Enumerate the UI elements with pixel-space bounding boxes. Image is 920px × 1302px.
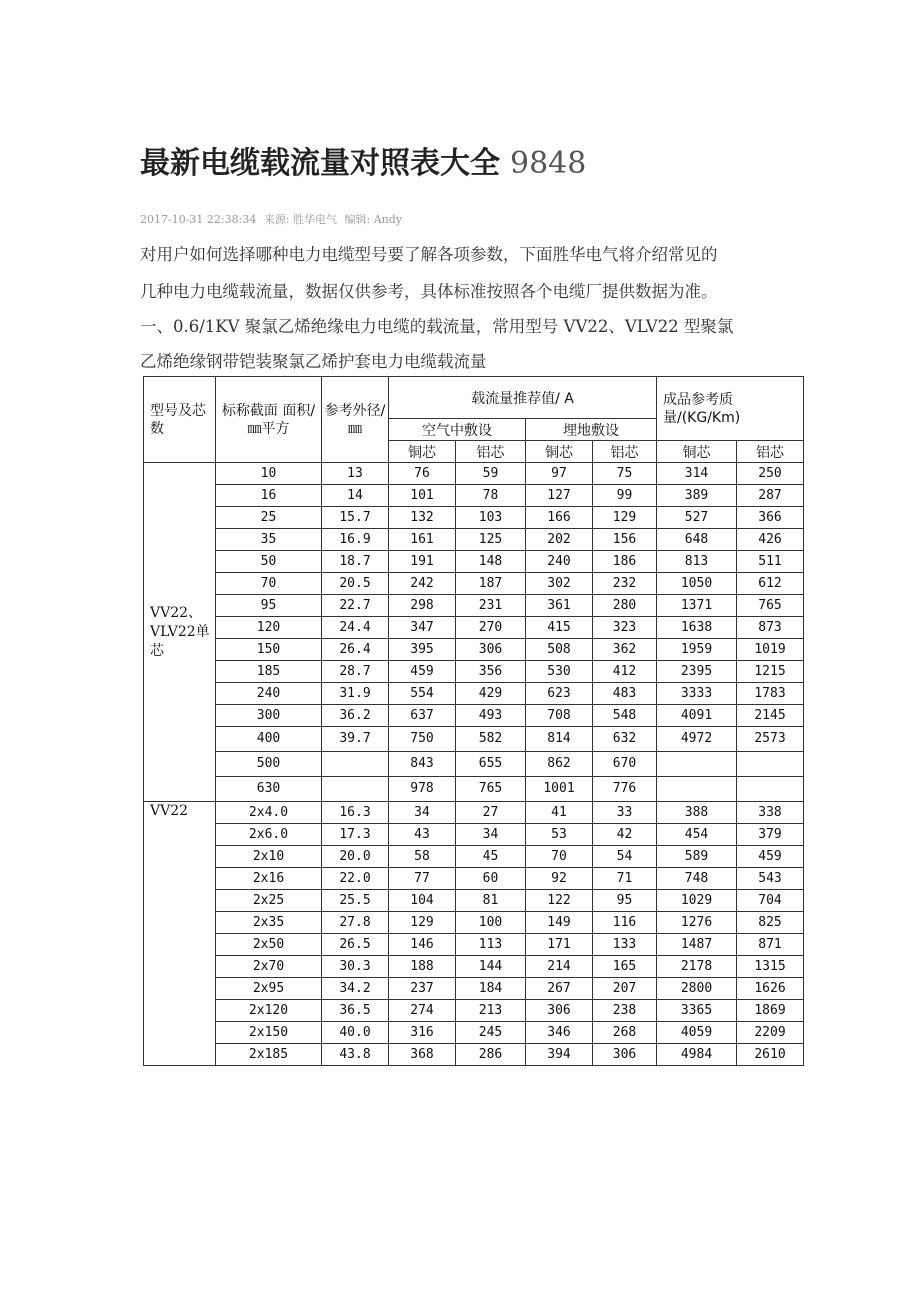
header-ground-aluminum: 铝芯 [593, 441, 657, 463]
header-air-aluminum: 铝芯 [456, 441, 526, 463]
table-cell: 35 [216, 529, 322, 551]
table-cell: 978 [389, 777, 456, 802]
table-cell: 1001 [526, 777, 593, 802]
table-cell: 612 [737, 573, 804, 595]
table-cell: 42 [593, 824, 657, 846]
paragraph-line-4: 乙烯绝缘钢带铠装聚氯乙烯护套电力电缆载流量 [140, 352, 487, 371]
table-cell: 17.3 [322, 824, 389, 846]
table-cell: 4059 [657, 1022, 737, 1044]
table-cell: 1487 [657, 934, 737, 956]
table-cell: 2x150 [216, 1022, 322, 1044]
table-cell: 171 [526, 934, 593, 956]
table-cell: 14 [322, 485, 389, 507]
table-cell: 1029 [657, 890, 737, 912]
table-cell: 873 [737, 617, 804, 639]
table-cell: 20.0 [322, 846, 389, 868]
table-row [144, 529, 804, 551]
table-cell: 2x50 [216, 934, 322, 956]
table-cell: 231 [456, 595, 526, 617]
table-cell: 493 [456, 705, 526, 727]
table-cell: 148 [456, 551, 526, 573]
table-cell: 287 [737, 485, 804, 507]
header-ground: 埋地敷设 [526, 419, 657, 441]
table-cell: 459 [389, 661, 456, 683]
header-weight: 成品参考质量/(KG/Km) [657, 377, 804, 441]
table-cell: 4984 [657, 1044, 737, 1066]
table-cell: 16.9 [322, 529, 389, 551]
table-cell: 648 [657, 529, 737, 551]
article-meta [140, 211, 406, 227]
table-cell: 30.3 [322, 956, 389, 978]
table-cell: 368 [389, 1044, 456, 1066]
table-cell: 548 [593, 705, 657, 727]
table-cell: 129 [389, 912, 456, 934]
table-cell: 825 [737, 912, 804, 934]
table-cell: 161 [389, 529, 456, 551]
table-row [144, 617, 804, 639]
table-row [144, 1000, 804, 1022]
table-cell: 214 [526, 956, 593, 978]
table-cell: 2x16 [216, 868, 322, 890]
table-cell: 132 [389, 507, 456, 529]
meta-source: 来源: 胜华电气 [263, 213, 338, 226]
table-cell: 2573 [737, 727, 804, 752]
table-cell: 240 [526, 551, 593, 573]
table-cell: 274 [389, 1000, 456, 1022]
table-cell: 242 [389, 573, 456, 595]
table-cell: 748 [657, 868, 737, 890]
table-cell: 60 [456, 868, 526, 890]
table-row [144, 912, 804, 934]
table-cell: 4091 [657, 705, 737, 727]
table-cell: 95 [216, 595, 322, 617]
table-cell: 71 [593, 868, 657, 890]
table-cell: 202 [526, 529, 593, 551]
table-cell: 543 [737, 868, 804, 890]
table-cell: 25.5 [322, 890, 389, 912]
table-cell: 133 [593, 934, 657, 956]
table-cell: 862 [526, 752, 593, 777]
paragraph-line-3: 一、0.6/1KV 聚氯乙烯绝缘电力电缆的载流量，常用型号 VV22、VLV22 型聚氯 [140, 317, 734, 336]
table-cell: 268 [593, 1022, 657, 1044]
table-cell: 3333 [657, 683, 737, 705]
table-cell: 104 [389, 890, 456, 912]
table-cell: 1215 [737, 661, 804, 683]
table-cell [737, 777, 804, 802]
table-cell: 77 [389, 868, 456, 890]
table-row [144, 639, 804, 661]
table-cell: 33 [593, 802, 657, 824]
table-cell [657, 777, 737, 802]
table-cell: 366 [737, 507, 804, 529]
model-cell: VV22 [144, 802, 216, 1066]
table-cell: 389 [657, 485, 737, 507]
table-cell: 53 [526, 824, 593, 846]
table-cell: 708 [526, 705, 593, 727]
table-cell: 185 [216, 661, 322, 683]
table-cell: 426 [737, 529, 804, 551]
table-cell: 127 [526, 485, 593, 507]
table-row [144, 978, 804, 1000]
table-cell: 50 [216, 551, 322, 573]
table-cell: 347 [389, 617, 456, 639]
table-cell: 400 [216, 727, 322, 752]
table-cell: 1371 [657, 595, 737, 617]
table-cell: 165 [593, 956, 657, 978]
table-cell: 101 [389, 485, 456, 507]
table-cell: 298 [389, 595, 456, 617]
header-section: 标称截面 面积/㎜平方 [216, 377, 322, 463]
meta-editor: 编辑: Andy [344, 213, 403, 226]
table-cell: 13 [322, 463, 389, 485]
table-cell: 2x120 [216, 1000, 322, 1022]
table-cell: 20.5 [322, 573, 389, 595]
header-air-copper: 铜芯 [389, 441, 456, 463]
table-row [144, 846, 804, 868]
table-cell: 388 [657, 802, 737, 824]
table-cell: 1050 [657, 573, 737, 595]
table-cell: 2178 [657, 956, 737, 978]
table-cell: 184 [456, 978, 526, 1000]
table-cell: 149 [526, 912, 593, 934]
table-cell: 70 [216, 573, 322, 595]
table-cell: 871 [737, 934, 804, 956]
table-cell: 300 [216, 705, 322, 727]
table-cell: 122 [526, 890, 593, 912]
table-cell [322, 752, 389, 777]
table-cell: 232 [593, 573, 657, 595]
table-cell: 316 [389, 1022, 456, 1044]
table-cell: 511 [737, 551, 804, 573]
table-cell: 75 [593, 463, 657, 485]
table-cell: 188 [389, 956, 456, 978]
table-cell: 704 [737, 890, 804, 912]
paragraph-line-1: 对用户如何选择哪种电力电缆型号要了解各项参数，下面胜华电气将介绍常见的 [140, 245, 718, 264]
table-cell: 776 [593, 777, 657, 802]
table-row [144, 705, 804, 727]
table-cell: 26.5 [322, 934, 389, 956]
table-cell: 24.4 [322, 617, 389, 639]
table-cell: 36.5 [322, 1000, 389, 1022]
table-cell: 483 [593, 683, 657, 705]
article-title-text: 最新电缆载流量对照表大全 [140, 146, 500, 181]
table-cell: 16.3 [322, 802, 389, 824]
table-cell: 31.9 [322, 683, 389, 705]
header-diameter: 参考外径/ ㎜ [322, 377, 389, 463]
model-cell: VV22、VLV22单芯 [144, 463, 216, 802]
article-title-number: 9848 [510, 146, 587, 181]
table-cell: 16 [216, 485, 322, 507]
table-cell: 655 [456, 752, 526, 777]
table-cell: 150 [216, 639, 322, 661]
table-cell [322, 777, 389, 802]
table-cell: 750 [389, 727, 456, 752]
table-cell: 116 [593, 912, 657, 934]
table-cell: 186 [593, 551, 657, 573]
table-cell: 412 [593, 661, 657, 683]
table-cell: 27 [456, 802, 526, 824]
table-cell: 670 [593, 752, 657, 777]
table-cell: 18.7 [322, 551, 389, 573]
table-cell: 346 [526, 1022, 593, 1044]
table-cell: 306 [456, 639, 526, 661]
table-cell: 3365 [657, 1000, 737, 1022]
table-cell [657, 752, 737, 777]
table-cell: 2x6.0 [216, 824, 322, 846]
table-cell: 191 [389, 551, 456, 573]
table-cell: 623 [526, 683, 593, 705]
table-cell: 100 [456, 912, 526, 934]
table-cell: 70 [526, 846, 593, 868]
table-cell: 379 [737, 824, 804, 846]
table-cell: 39.7 [322, 727, 389, 752]
table-cell: 4972 [657, 727, 737, 752]
article-title [140, 138, 586, 182]
table-row [144, 1022, 804, 1044]
table-cell: 2x70 [216, 956, 322, 978]
table-cell: 26.4 [322, 639, 389, 661]
table-cell: 554 [389, 683, 456, 705]
header-current: 载流量推荐值/ A [389, 377, 657, 419]
table-cell: 237 [389, 978, 456, 1000]
table-cell: 630 [216, 777, 322, 802]
table-cell: 25 [216, 507, 322, 529]
table-cell: 632 [593, 727, 657, 752]
table-cell: 207 [593, 978, 657, 1000]
table-cell: 238 [593, 1000, 657, 1022]
table-cell: 314 [657, 463, 737, 485]
table-cell: 765 [456, 777, 526, 802]
table-cell: 637 [389, 705, 456, 727]
paragraph-line-2: 几种电力电缆载流量，数据仅供参考，具体标准按照各个电缆厂提供数据为准。 [140, 282, 718, 301]
table-cell: 59 [456, 463, 526, 485]
table-cell: 843 [389, 752, 456, 777]
table-cell: 362 [593, 639, 657, 661]
table-row [144, 824, 804, 846]
table-cell [737, 752, 804, 777]
table-cell: 34 [456, 824, 526, 846]
table-row [144, 890, 804, 912]
table-cell: 2209 [737, 1022, 804, 1044]
table-cell: 43.8 [322, 1044, 389, 1066]
table-cell: 429 [456, 683, 526, 705]
table-cell: 286 [456, 1044, 526, 1066]
table-cell: 267 [526, 978, 593, 1000]
table-cell: 120 [216, 617, 322, 639]
table-cell: 45 [456, 846, 526, 868]
table-cell: 1783 [737, 683, 804, 705]
table-cell: 2x185 [216, 1044, 322, 1066]
table-row [144, 934, 804, 956]
table-cell: 1626 [737, 978, 804, 1000]
table-cell: 213 [456, 1000, 526, 1022]
table-cell: 15.7 [322, 507, 389, 529]
table-cell: 2800 [657, 978, 737, 1000]
header-weight-aluminum: 铝芯 [737, 441, 804, 463]
table-cell: 508 [526, 639, 593, 661]
table-cell: 58 [389, 846, 456, 868]
table-row [144, 868, 804, 890]
table-row [144, 573, 804, 595]
table-row [144, 752, 804, 777]
table-cell: 187 [456, 573, 526, 595]
table-cell: 10 [216, 463, 322, 485]
table-cell: 814 [526, 727, 593, 752]
table-cell: 240 [216, 683, 322, 705]
table-cell: 99 [593, 485, 657, 507]
table-cell: 765 [737, 595, 804, 617]
table-cell: 125 [456, 529, 526, 551]
table-cell: 2x10 [216, 846, 322, 868]
table-cell: 280 [593, 595, 657, 617]
table-cell: 78 [456, 485, 526, 507]
table-cell: 2145 [737, 705, 804, 727]
table-row [144, 463, 804, 485]
table-cell: 41 [526, 802, 593, 824]
table-cell: 27.8 [322, 912, 389, 934]
table-cell: 1869 [737, 1000, 804, 1022]
table-cell: 394 [526, 1044, 593, 1066]
table-cell: 361 [526, 595, 593, 617]
table-cell: 306 [593, 1044, 657, 1066]
table-cell: 40.0 [322, 1022, 389, 1044]
table-cell: 43 [389, 824, 456, 846]
table-cell: 302 [526, 573, 593, 595]
table-cell: 813 [657, 551, 737, 573]
table-cell: 2x35 [216, 912, 322, 934]
header-air: 空气中敷设 [389, 419, 526, 441]
table-cell: 36.2 [322, 705, 389, 727]
table-cell: 245 [456, 1022, 526, 1044]
table-body [144, 463, 804, 1066]
table-cell: 395 [389, 639, 456, 661]
table-row [144, 1044, 804, 1066]
table-cell: 250 [737, 463, 804, 485]
table-cell: 589 [657, 846, 737, 868]
table-cell: 22.7 [322, 595, 389, 617]
table-row [144, 727, 804, 752]
table-cell: 97 [526, 463, 593, 485]
table-cell: 459 [737, 846, 804, 868]
table-cell: 1315 [737, 956, 804, 978]
table-cell: 54 [593, 846, 657, 868]
meta-datetime: 2017-10-31 22:38:34 [140, 213, 257, 226]
table-cell: 2x25 [216, 890, 322, 912]
header-ground-copper: 铜芯 [526, 441, 593, 463]
table-cell: 76 [389, 463, 456, 485]
table-cell: 2395 [657, 661, 737, 683]
table-cell: 166 [526, 507, 593, 529]
table-row [144, 683, 804, 705]
table-cell: 34.2 [322, 978, 389, 1000]
table-cell: 306 [526, 1000, 593, 1022]
table-cell: 103 [456, 507, 526, 529]
table-cell: 2610 [737, 1044, 804, 1066]
table-cell: 34 [389, 802, 456, 824]
table-cell: 500 [216, 752, 322, 777]
table-row [144, 551, 804, 573]
header-model: 型号及芯数 [144, 377, 216, 463]
table-cell: 144 [456, 956, 526, 978]
table-cell: 156 [593, 529, 657, 551]
table-cell: 22.0 [322, 868, 389, 890]
table-cell: 415 [526, 617, 593, 639]
table-cell: 1019 [737, 639, 804, 661]
table-cell: 95 [593, 890, 657, 912]
table-row [144, 802, 804, 824]
table-row [144, 777, 804, 802]
table-cell: 113 [456, 934, 526, 956]
table-cell: 1638 [657, 617, 737, 639]
table-cell: 129 [593, 507, 657, 529]
table-cell: 146 [389, 934, 456, 956]
table-cell: 92 [526, 868, 593, 890]
table-cell: 2x4.0 [216, 802, 322, 824]
table-cell: 28.7 [322, 661, 389, 683]
table-cell: 582 [456, 727, 526, 752]
table-cell: 1276 [657, 912, 737, 934]
table-cell: 2x95 [216, 978, 322, 1000]
table-cell: 338 [737, 802, 804, 824]
ampacity-table [143, 376, 804, 1066]
table-cell: 81 [456, 890, 526, 912]
table-cell: 356 [456, 661, 526, 683]
table-cell: 323 [593, 617, 657, 639]
table-cell: 1959 [657, 639, 737, 661]
table-cell: 530 [526, 661, 593, 683]
table-row [144, 595, 804, 617]
table-row [144, 485, 804, 507]
header-weight-copper: 铜芯 [657, 441, 737, 463]
table-row [144, 507, 804, 529]
table-cell: 527 [657, 507, 737, 529]
table-row [144, 956, 804, 978]
table-cell: 454 [657, 824, 737, 846]
table-row [144, 661, 804, 683]
table-cell: 270 [456, 617, 526, 639]
